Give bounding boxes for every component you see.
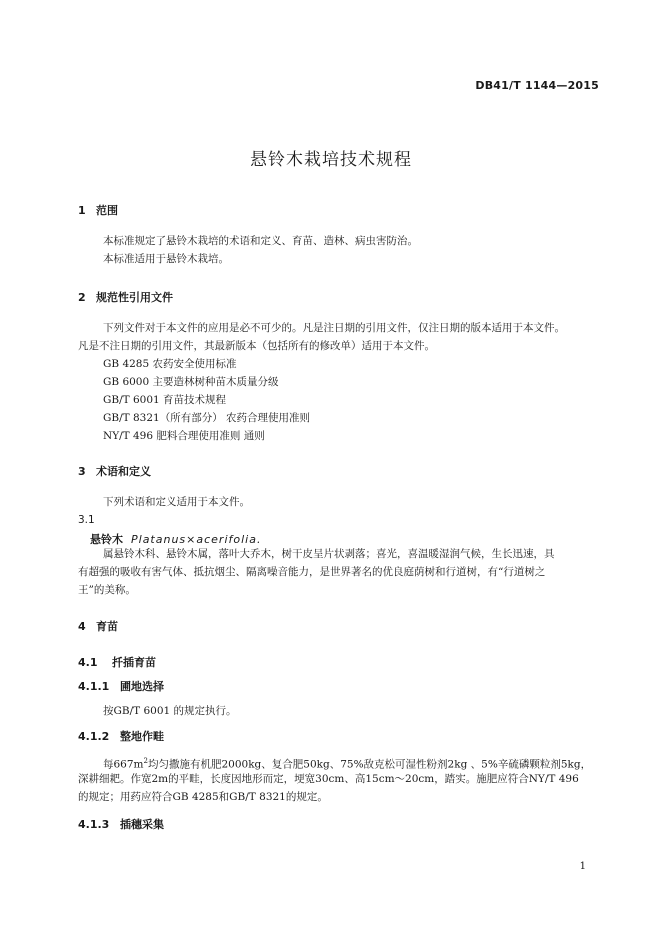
text-run: 均匀撒施有机肥2000kg、复合肥50kg、75%敌克松可湿性粉剂2kg 、5%辛硫磷颗粒剂5kg， [147, 758, 592, 771]
paragraph: 深耕细耙。作宽2m的平畦，长度因地形而定，埂宽30cm、高15cm～20cm，踏实。施肥应符合NY/T 496 [78, 773, 579, 785]
subsection-4-1-1-heading [78, 678, 164, 694]
subsection-4-1-heading [78, 654, 156, 670]
section-title: 圃地选择 [120, 680, 164, 693]
subsection-4-1-2-heading [78, 728, 164, 744]
standard-code: DB41/T 1144—2015 [475, 79, 599, 92]
document-title: 悬铃木栽培技术规程 [250, 150, 412, 170]
section-4-heading [78, 618, 118, 634]
section-2-heading [78, 289, 173, 305]
paragraph: 下列文件对于本文件的应用是必不可少的。凡是注日期的引用文件，仅注日期的版本适用于本文件。 [103, 322, 565, 334]
section-title: 育苗 [96, 620, 118, 633]
reference-item: NY/T 496 肥料合理使用准则 通则 [103, 430, 265, 442]
section-title: 扦插育苗 [112, 656, 156, 669]
section-title: 插穗采集 [120, 818, 164, 831]
section-number: 3 [78, 465, 86, 478]
section-number: 4.1 [78, 656, 98, 669]
section-number: 2 [78, 291, 86, 304]
definition-text: 属悬铃木科、悬铃木属，落叶大乔木，树干皮呈片状剥落；喜光，喜温暖湿润气候，生长迅速，具 [103, 548, 555, 560]
paragraph: 下列术语和定义适用于本文件。 [103, 496, 250, 508]
section-number: 4.1.3 [78, 818, 110, 831]
paragraph: 本标准规定了悬铃木栽培的术语和定义、育苗、造林、病虫害防治。 [103, 235, 418, 247]
definition-text: 王”的美称。 [78, 584, 136, 596]
section-number: 4 [78, 620, 86, 633]
section-number: 4.1.1 [78, 680, 110, 693]
term-latin-name: Platanus×acerifolia. [131, 533, 262, 546]
superscript: 2 [143, 757, 148, 765]
paragraph: 凡是不注日期的引用文件，其最新版本（包括所有的修改单）适用于本文件。 [78, 340, 435, 352]
reference-item: GB 4285 农药安全使用标准 [103, 358, 237, 370]
paragraph: 按GB/T 6001 的规定执行。 [103, 705, 237, 717]
section-number: 1 [78, 204, 86, 217]
term-number: 3.1 [78, 514, 95, 526]
subsection-4-1-3-heading [78, 816, 164, 832]
reference-item: GB/T 8321（所有部分） 农药合理使用准则 [103, 412, 311, 424]
section-title: 规范性引用文件 [96, 291, 173, 304]
section-title: 范围 [96, 204, 118, 217]
reference-item: GB 6000 主要造林树种苗木质量分级 [103, 376, 279, 388]
section-number: 4.1.2 [78, 730, 110, 743]
reference-item: GB/T 6001 育苗技术规程 [103, 394, 227, 406]
paragraph: 本标准适用于悬铃木栽培。 [103, 253, 229, 265]
section-title: 整地作畦 [120, 730, 164, 743]
text-run: 每667m [103, 758, 144, 771]
paragraph: 的规定；用药应符合GB 4285和GB/T 8321的规定。 [78, 791, 328, 803]
section-3-heading [78, 463, 151, 479]
page-number: 1 [579, 861, 586, 872]
section-1-heading [78, 202, 118, 218]
section-title: 术语和定义 [96, 465, 151, 478]
term-name: 悬铃木 [90, 533, 123, 546]
definition-text: 有超强的吸收有害气体、抵抗烟尘、隔离噪音能力，是世界著名的优良庭荫树和行道树，有“行道树之 [78, 566, 546, 578]
